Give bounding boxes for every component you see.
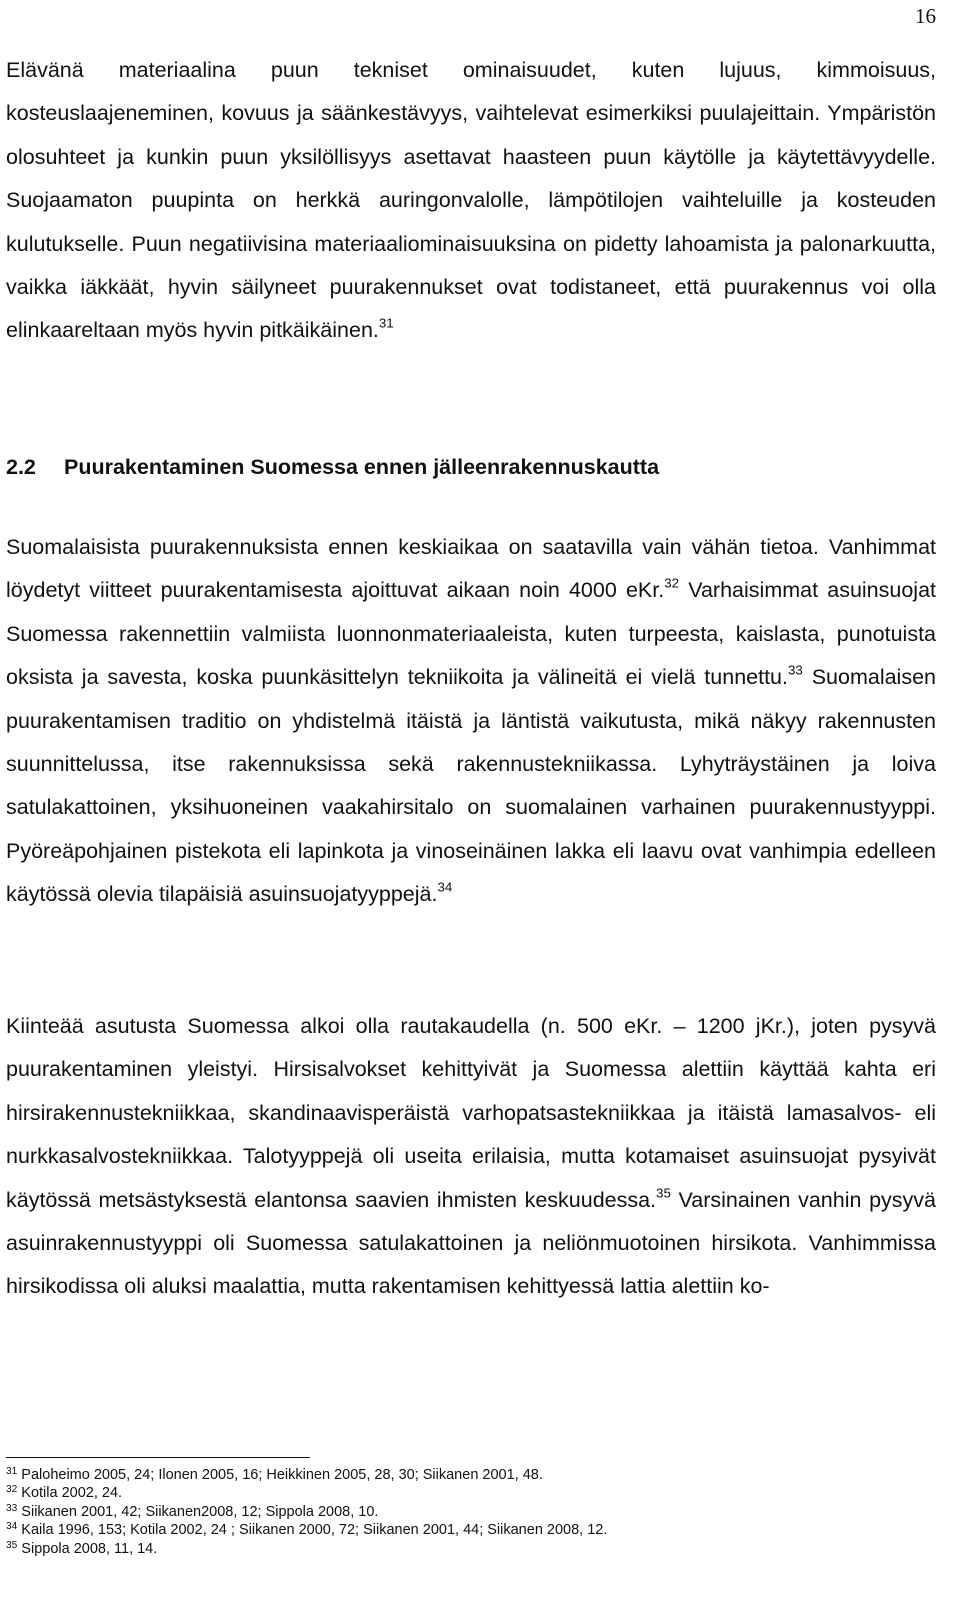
footnote-ref-35[interactable]: 35 [656, 1185, 671, 1201]
footnote-number: 32 [6, 1484, 18, 1496]
paragraph-text: Elävänä materiaalina puun tekniset ominaisuudet, kuten lujuus, kimmoisuus, kosteuslaajeneminen, kovuus ja säänkestävyys, vaihtelevat esimerkiksi puulajeittain. Ympäristön olosuhteet ja kunkin puun yksilöllisyys asettavat haasteen puun käytölle ja käytettävyydelle. Suojaamaton puupinta on herkkä auringonvalolle, lämpötilojen vaihteluille ja kosteuden kulutukselle. Puun negatiivisina materiaaliominaisuuksina on pidetty lahoamista ja palonarkuutta, vaikka iäkkäät, hyvin säilyneet puurakennukset ovat todistaneet, että puurakennus voi olla elinkaareltaan myös hyvin pitkäikäinen. [6, 58, 936, 343]
footnote-32 [6, 1484, 936, 1502]
footnotes [6, 1466, 936, 1558]
footnote-ref-32[interactable]: 32 [664, 575, 680, 591]
paragraph-early-construction [6, 526, 936, 917]
paragraph-wood-properties [6, 49, 936, 353]
footnote-number: 35 [6, 1539, 18, 1551]
footnote-number: 31 [6, 1465, 18, 1477]
footnote-35 [6, 1540, 936, 1558]
footnote-34 [6, 1521, 936, 1539]
footnote-text: Kotila 2002, 24. [21, 1485, 123, 1502]
paragraph-iron-age [6, 1005, 936, 1309]
paragraph-text: Suomalaisen puurakentamisen traditio on yhdistelmä itäistä ja läntistä vaikutusta, mikä näkyy rakennusten suunnittelussa, itse rakennuksissa sekä rakennustekniikassa. Lyhyträystäinen ja loiva satulakattoinen, yksihuoneinen vaakahirsitalo on suomalainen varhainen puurakennustyyppi. Pyöreäpohjainen pistekota eli lapinkota ja vinoseinäinen lakka eli laavu ovat vanhimpia edelleen käytössä olevia tilapäisiä asuinsuojatyyppejä. [6, 665, 936, 907]
page-number: 16 [915, 4, 936, 28]
paragraph-text: Varhaisimmat asuinsuojat Suomessa rakennettiin valmiista luonnonmateriaaleista, kuten turpeesta, kaislasta, punotuista oksista ja savesta, koska puunkäsittelyn tekniikoita ja välineitä ei vielä tunnettu. [6, 578, 937, 690]
footnote-number: 33 [6, 1502, 18, 1514]
paragraph-text: Suomalaisista puurakennuksista ennen keskiaikaa on saatavilla vain vähän tietoa. Vanhimmat löydetyt viitteet puurakentamisesta ajoittuvat aikaan noin 4000 eKr. [6, 535, 936, 603]
paragraph-text: Kiinteää asutusta Suomessa alkoi olla rautakaudella (n. 500 eKr. – 1200 jKr.), joten pysyvä puurakentaminen yleistyi. Hirsisalvokset kehittyivät ja Suomessa alettiin käyttää kahta eri hirsirakennustekniikkaa, skandinaavisperäistä varhopatsastekniikkaa ja itäistä lamasalvos- eli nurkkasalvostekniikkaa. Talotyyppejä oli useita erilaisia, mutta kotamaiset asuinsuojat pysyivät käytössä metsästyksestä elantonsa saavien ihmisten keskuudessa. [6, 1014, 936, 1212]
footnote-number: 34 [6, 1521, 18, 1533]
footnote-ref-33[interactable]: 33 [787, 662, 803, 678]
footnote-text: Kaila 1996, 153; Kotila 2002, 24 ; Siikanen 2000, 72; Siikanen 2001, 44; Siikanen 2008, 12. [21, 1522, 608, 1539]
footnote-divider [6, 1457, 310, 1458]
footnote-text: Sippola 2008, 11, 14. [21, 1540, 158, 1557]
footnote-33 [6, 1503, 936, 1521]
footnote-ref-34[interactable]: 34 [437, 879, 453, 895]
footnote-ref-31[interactable]: 31 [378, 315, 394, 331]
section-title: Puurakentaminen Suomessa ennen jälleenrakennuskautta [64, 455, 660, 479]
paragraph-text: Varsinainen vanhin pysyvä asuinrakennustyyppi oli Suomessa satulakattoinen ja neliönmuotoinen hirsikota. Vanhimmissa hirsikodissa oli aluksi maalattia, mutta rakentamisen kehittyessä lattia alettiin ko- [6, 1187, 936, 1299]
footnote-text: Siikanen 2001, 42; Siikanen2008, 12; Sippola 2008, 10. [21, 1503, 379, 1520]
section-number: 2.2 [6, 455, 36, 479]
footnote-text: Paloheimo 2005, 24; Ilonen 2005, 16; Heikkinen 2005, 28, 30; Siikanen 2001, 48. [21, 1467, 543, 1483]
footnote-31 [6, 1466, 936, 1484]
section-heading [6, 449, 936, 485]
